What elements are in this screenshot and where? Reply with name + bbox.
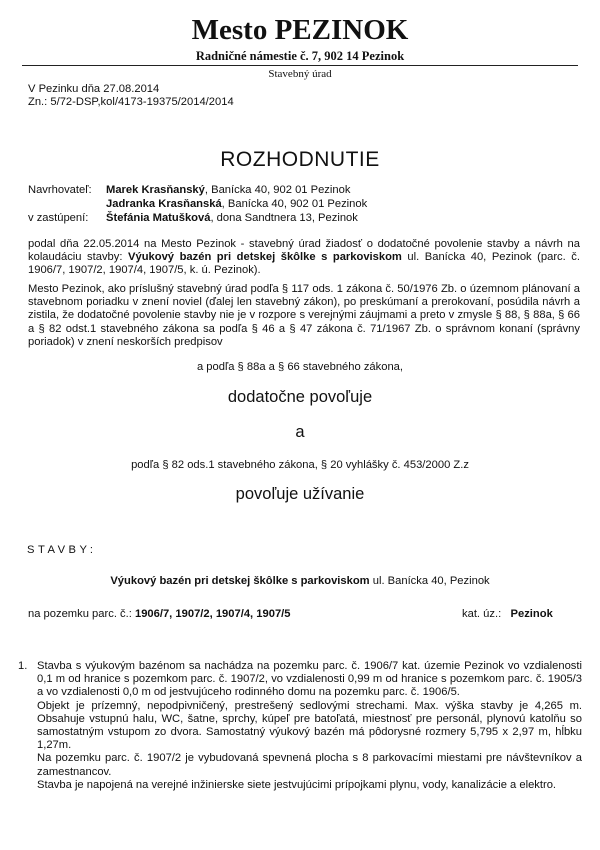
condition-number: 1. xyxy=(18,660,28,672)
applicant-label: Navrhovateľ: xyxy=(28,184,92,196)
applicant-row-2 xyxy=(28,198,367,211)
reference-number: Zn.: 5/72-DSP,kol/4173-19375/2014/2014 xyxy=(28,96,234,108)
applicant-2-address: , Banícka 40, 902 01 Pezinok xyxy=(221,198,368,210)
applicant-1-name: Marek Krasňanský xyxy=(106,184,205,196)
city-title: Mesto PEZINOK xyxy=(191,14,409,46)
applicant-row-1 xyxy=(28,184,350,197)
verdict-and: a xyxy=(295,423,305,441)
condition-paragraph: Stavba je napojená na verejné inžinierske siete jestvujúcimi prípojkami plynu, vody, kanalizácie a elektro. xyxy=(37,778,557,791)
parcel-line xyxy=(28,608,291,621)
legal-basis-1: a podľa § 88a a § 66 stavebného zákona, xyxy=(196,361,404,373)
office-name: Stavebný úrad xyxy=(268,68,332,80)
applicant-1-address: , Banícka 40, 902 01 Pezinok xyxy=(204,184,351,196)
representative-name: Štefánia Matušková xyxy=(106,212,211,224)
cadastral-label: kat. úz.: xyxy=(462,608,502,620)
request-project-name: Výukový bazén pri detskej škôlke s parkoviskom xyxy=(128,251,402,264)
verdict-permit: dodatočne povoľuje xyxy=(227,388,373,406)
city-address: Radničné námestie č. 7, 902 14 Pezinok xyxy=(195,49,405,63)
request-text: podal dňa 22.05.2014 na Mesto Pezinok - stavebný úrad žiadosť o dodatočné povolenie stavby a návrh na kolaudáciu stavby: xyxy=(28,238,580,264)
condition-paragraph: Objekt je prízemný, nepodpivničený, prestrešený sedlovými strechami. Max. výška stavby je 4,265 m. Obsahuje vstupnú halu, WC, šatne, sprchy, kúpeľ pre batoľatá, miestnosť pre personál, plynovú katolňu so samostatným vstupom zo dvora. Samostatný výukový bazén má pôdorysné rozmery 5,795 x 2,97 m, hĺbku 1,27m. xyxy=(37,699,582,752)
request-location: ul. Banícka 40, Pezinok (parc. č. 1906/7, 1907/2, 1907/4, 1907/5, k. ú. Pezinok). xyxy=(28,251,581,277)
authority-paragraph: Mesto Pezinok, ako príslušný stavebný úrad podľa § 117 ods. 1 zákona č. 50/1976 Zb. o územnom plánovaní a stavebnom poriadku v znení noviel (ďalej len stavebný zákon), po preskúmaní a prerokovaní, posúdila návrh a zistila, že dodatočné povolenie stavby nie je v rozpore s verejnými záujmami a preto v zmysle § 88, § 88a, § 66 a § 82 odst.1 stavebného zákona sa podľa § 46 a § 47 zákona č. 71/1967 Zb. o správnom konaní (správny poriadok) v znení neskorších predpisov xyxy=(28,283,580,348)
condition-paragraph: Stavba s výukovým bazénom sa nachádza na pozemku parc. č. 1906/7 kat. územie Pezinok vo vzdialenosti 0,1 m od hranice s pozemkom parc. č. 1907/2, vo vzdialenosti 0,99 m od hranice s pozemkom parc. č. 1905/3 a vo vzdialenosti 0,0 m od jestvujúceho rodinného domu na pozemku parc. č. 1906/5. xyxy=(37,660,582,699)
letterhead-rule xyxy=(22,65,578,66)
condition-paragraph: Na pozemku parc. č. 1907/2 je vybudovaná spevnená plocha s 8 parkovacími miestami pre návštevníkov a zamestnancov. xyxy=(37,752,582,778)
project-location: ul. Banícka 40, Pezinok xyxy=(369,575,490,587)
parcel-label: na pozemku parc. č.: xyxy=(28,608,135,620)
applicant-2-name: Jadranka Krasňanská xyxy=(106,198,222,210)
verdict-use-permit: povoľuje užívanie xyxy=(235,485,365,503)
legal-basis-2: podľa § 82 ods.1 stavebného zákona, § 20 vyhlášky č. 453/2000 Z.z xyxy=(131,459,469,471)
document-heading: ROZHODNUTIE xyxy=(220,148,380,171)
stavby-label: STAVBY: xyxy=(27,544,97,556)
parcel-numbers: 1906/7, 1907/2, 1907/4, 1907/5 xyxy=(134,608,291,620)
date-line: V Pezinku dňa 27.08.2014 xyxy=(28,83,160,95)
condition-1 xyxy=(37,660,582,792)
project-name: Výukový bazén pri detskej škôlke s parkoviskom xyxy=(110,575,370,587)
cadastral-area xyxy=(462,608,553,621)
representative-label: v zastúpení: xyxy=(28,212,89,224)
request-paragraph xyxy=(28,238,580,278)
project-line xyxy=(0,575,600,588)
representative-address: , dona Sandtnera 13, Pezinok xyxy=(210,212,358,224)
representative-row xyxy=(28,212,358,225)
cadastral-value: Pezinok xyxy=(510,608,553,620)
